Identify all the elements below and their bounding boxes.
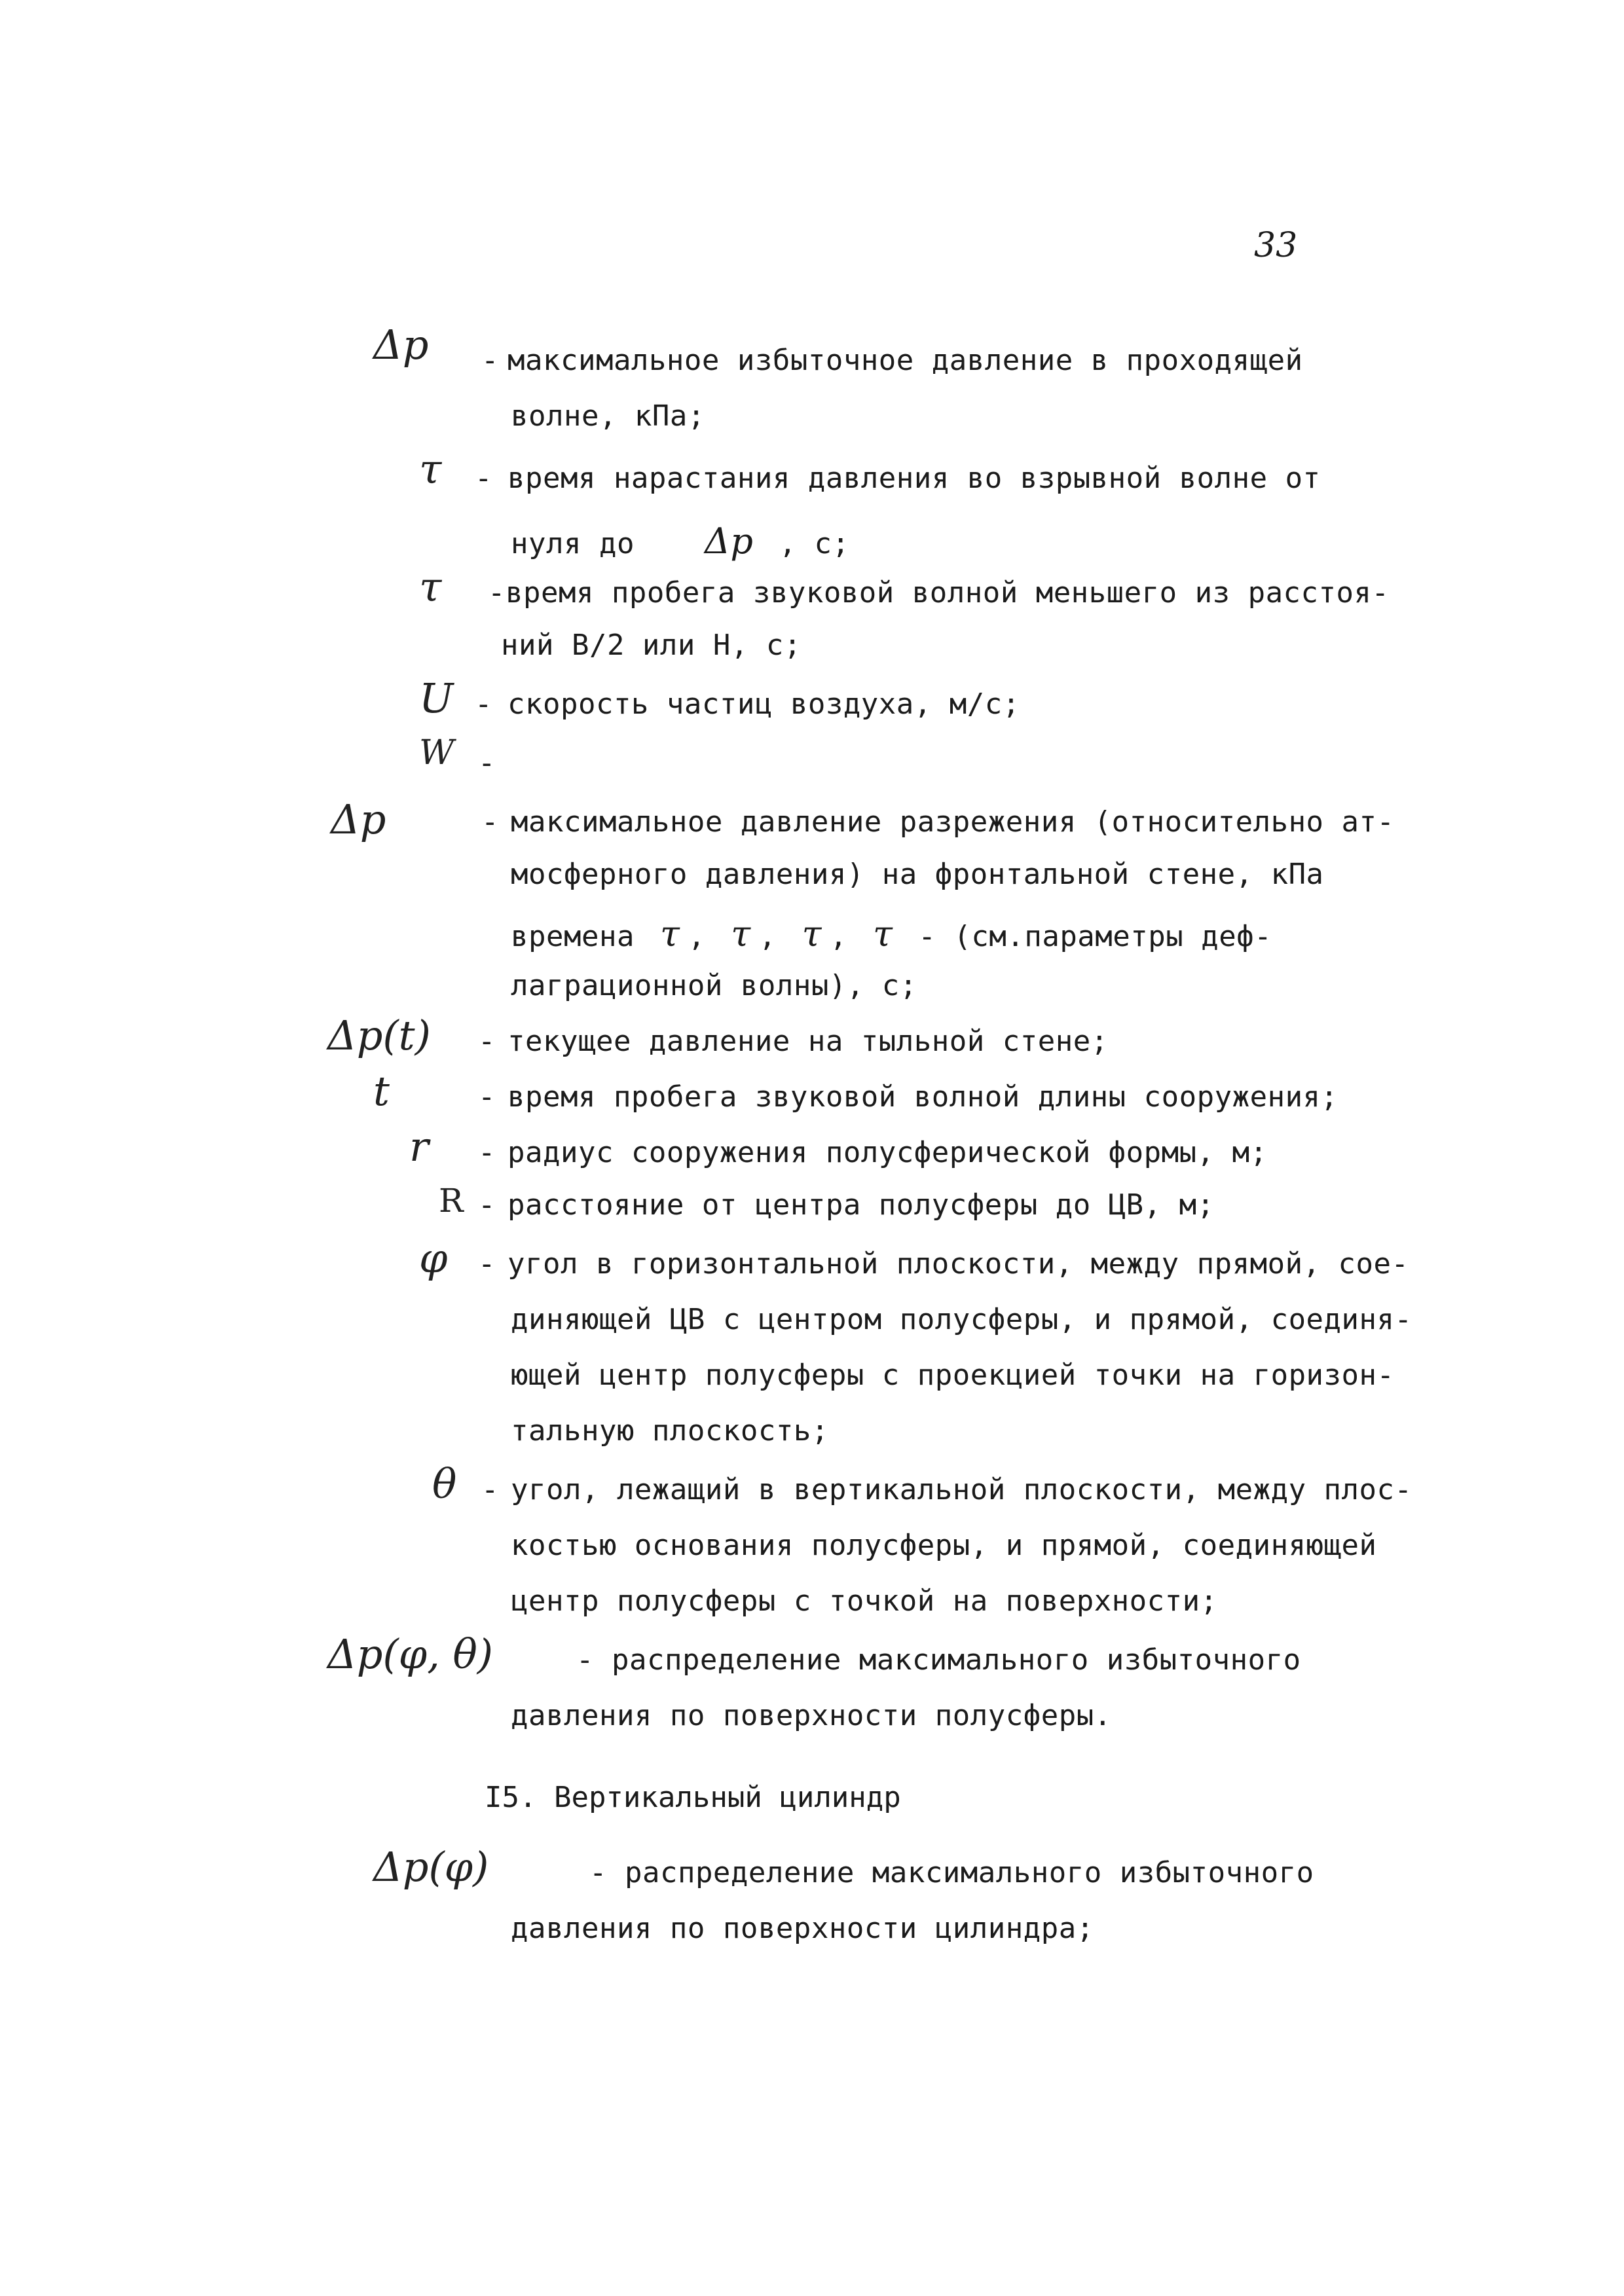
definition-line: время пробега звуковой волной длины сооружения; [507, 1080, 1338, 1114]
inline-formula-symbol: τ [659, 913, 680, 955]
dash: - [478, 1025, 496, 1058]
inline-formula-symbol: Δp [704, 520, 754, 562]
definition-line: - распределение максимального избыточного [576, 1643, 1301, 1677]
dash: - [481, 344, 499, 377]
formula-symbol: U [419, 674, 454, 722]
formula-symbol: φ [419, 1234, 448, 1282]
formula-symbol: θ [432, 1460, 457, 1508]
definition-line: давления по поверхности цилиндра; [511, 1912, 1094, 1945]
definition-line: текущее давление на тыльной стене; [507, 1025, 1109, 1058]
definition-line: давления по поверхности полусферы. [511, 1699, 1112, 1732]
definition-line: -время пробега звуковой волной меньшего из расстоя- [488, 576, 1390, 610]
definition-fragment: нуля до [511, 527, 635, 560]
dash: - [475, 462, 492, 495]
formula-symbol: Δp [331, 795, 386, 843]
formula-symbol: R [439, 1182, 464, 1220]
definition-line: время нарастания давления во взрывной волне от [507, 462, 1321, 495]
definition-fragment: времена [511, 920, 635, 953]
formula-symbol: Δp [373, 321, 429, 369]
definition-line: максимальное избыточное давление в проходящей [507, 344, 1303, 377]
definition-line: ний B/2 или H, с; [501, 629, 802, 662]
formula-symbol: Δp(φ) [373, 1843, 489, 1891]
dash: - [478, 1188, 496, 1222]
definition-line [511, 520, 849, 562]
definition-fragment: , с; [779, 527, 850, 560]
definition-line: максимальное давление разрежения (относительно ат- [511, 805, 1395, 839]
definition-line: тальную плоскость; [511, 1414, 829, 1448]
definition-line: диняющей ЦВ с центром полусферы, и прямой, соединя- [511, 1303, 1412, 1336]
definition-line: лаграционной волны), с; [511, 969, 917, 1002]
formula-symbol: t [373, 1067, 390, 1115]
formula-symbol: τ [419, 563, 442, 611]
inline-formula-symbol: τ [873, 913, 893, 955]
definition-line: - распределение максимального избыточного [589, 1856, 1314, 1889]
definition-line: расстояние от центра полусферы до ЦВ, м; [507, 1188, 1215, 1222]
dash: - [481, 1473, 499, 1506]
formula-symbol: r [409, 1123, 429, 1171]
definition-line: угол, лежащий в вертикальной плоскости, между плос- [511, 1473, 1412, 1506]
dash: - [478, 1080, 496, 1114]
definition-line: волне, кПа; [511, 399, 705, 433]
definition-line: скорость частиц воздуха, м/с; [507, 687, 1020, 721]
formula-symbol: τ [419, 445, 442, 493]
definition-line: радиус сооружения полусферической формы, м; [507, 1136, 1268, 1169]
dash: - [481, 805, 499, 839]
page-number: 33 [1254, 226, 1298, 265]
dash: - [478, 1247, 496, 1281]
definition-line: центр полусферы с точкой на поверхности; [511, 1584, 1218, 1618]
dash: - [475, 687, 492, 721]
definition-line: угол в горизонтальной плоскости, между прямой, сое- [507, 1247, 1409, 1281]
formula-symbol: Δp(t) [327, 1011, 431, 1059]
inline-formula-symbol: τ [802, 913, 822, 955]
inline-formula-symbol: τ [731, 913, 751, 955]
definition-line: ющей центр полусферы с проекцией точки на горизон- [511, 1358, 1395, 1392]
formula-symbol: Δp(φ, θ) [327, 1630, 493, 1678]
dash: - [478, 746, 496, 780]
dash: - [478, 1136, 496, 1169]
definition-line: мосферного давления) на фронтальной стене, кПа [511, 858, 1324, 891]
formula-symbol: W [419, 733, 454, 773]
definition-line: времена τ , τ , τ , τ - (см.параметры деф- [511, 913, 1272, 955]
section-title: I5. Вертикальный цилиндр [485, 1781, 901, 1814]
definition-line: костью основания полусферы, и прямой, соединяющей [511, 1529, 1377, 1562]
definition-fragment: (см.параметры деф- [953, 920, 1272, 953]
